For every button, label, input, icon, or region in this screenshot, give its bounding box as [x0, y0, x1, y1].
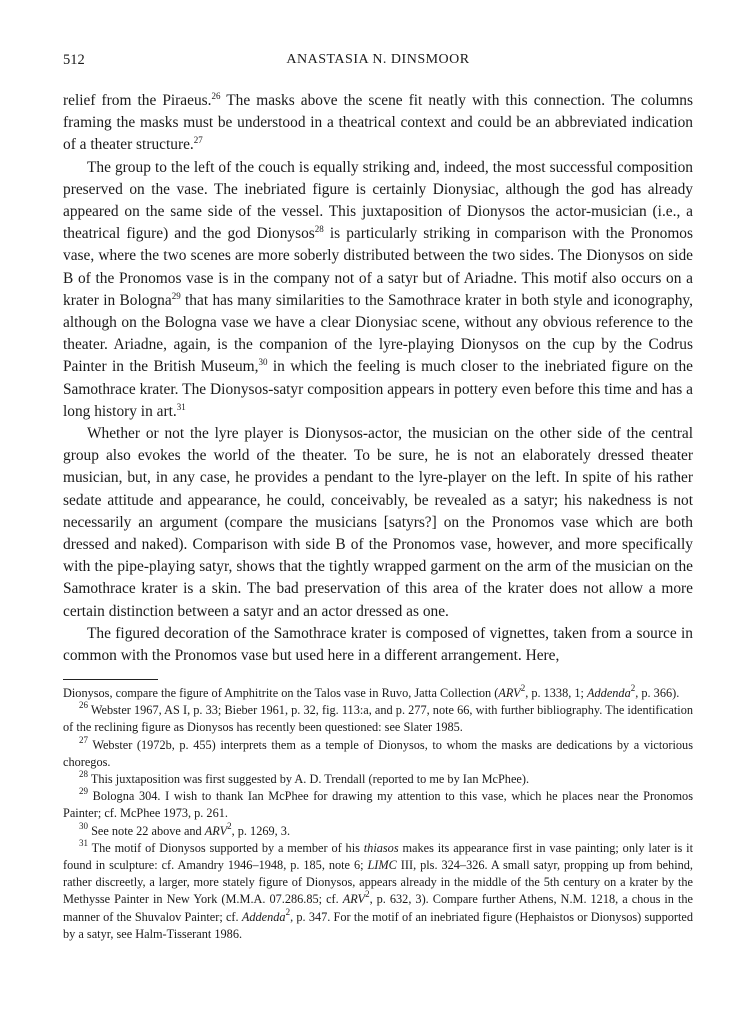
footnote-text: Webster 1967, AS I, p. 33; Bieber 1961, p. 32, fig. 113:a, and p. 277, note 66, with further bibliography. The identification of the reclining figure as Dionysos has recently been questioned: see Slater 1985. — [63, 703, 693, 735]
text-span: See note 22 above and — [88, 823, 205, 838]
text-span: The group to the left of the couch is equally striking and, indeed, the most successful composition preserved on the vase. The inebriated figure is certainly Dionysiac, although the god has already appeared on the same side of the vessel. This juxtaposition of Dionysos the actor-musician (i.e., a theatrical figure) and the god Dionysos — [63, 158, 693, 243]
footnote-text: Bologna 304. I wish to thank Ian McPhee for drawing my attention to this vase, which he places near the Pronomos Painter; cf. McPhee 1973, p. 261. — [63, 789, 693, 821]
footnote-number: 27 — [79, 734, 88, 745]
citation-abbrev: ARV — [342, 892, 366, 907]
footnote-number: 26 — [79, 700, 88, 711]
text-span: in which the feeling is much closer to the inebriated figure on the Samothrace krater. The Dionysos-satyr composition appears in pottery even before this time and has a long history in art. — [63, 358, 693, 420]
footnote-ref-29[interactable]: 29 — [171, 290, 181, 301]
footnote-text: Webster (1972b, p. 455) interprets them as a temple of Dionysos, to whom the masks are dedications by a victorious choregos. — [63, 737, 693, 769]
footnotes — [63, 685, 693, 943]
footnote-ref-27[interactable]: 27 — [193, 135, 203, 146]
text-span: , p. 1338, 1; — [525, 686, 588, 700]
citation-abbrev: ARV — [498, 686, 521, 700]
running-head: ANASTASIA N. DINSMOOR — [286, 52, 470, 67]
page-header — [63, 52, 693, 72]
citation-abbrev: LIMC — [367, 858, 397, 873]
text-span: , p. 347. For the motif of an inebriated figure (Hephaistos or Dionysos) supported by a satyr, see Halm-Tisserant 1986. — [63, 909, 693, 941]
text-span: The masks above the scene fit neatly with this connection. The columns framing the masks must be understood in a theatrical context and could be an abbreviated indication of a theater structure. — [63, 92, 693, 154]
paragraph-3: Whether or not the lyre player is Dionysos-actor, the musician on the other side of the central group also evokes the world of the theater. To be sure, he is not an elaborately dressed theater musician, but, in any case, he provides a pendant to the lyre-player on the left. In spite of his rather sedate attitude and appearance, he could, conceivably, be revealed as a satyr; his nakedness is not necessarily an argument (compare the musicians [satyrs?] on the Pronomos vase which are both dressed and naked). Comparison with side B of the Pronomos vase, however, and more specifically with the pipe-playing satyr, shows that the tightly wrapped garment on the arm of the musician on the Samothrace krater is a skin. The bad preservation of this area of the krater does not allow a more certain distinction between a satyr and an actor dressed as one. — [63, 425, 693, 620]
superscript: 2 — [630, 683, 636, 693]
paragraph-2 — [63, 157, 693, 423]
page-number: 512 — [63, 52, 85, 68]
paragraph-1 — [63, 90, 693, 157]
footnote-31 — [63, 837, 693, 943]
text-span: The motif of Dionysos supported by a member of his — [88, 840, 364, 855]
footnote-29 — [63, 788, 693, 822]
text-span: Dionysos, compare the figure of Amphitrite on the Talos vase in Ruvo, Jatta Collection ( — [63, 686, 499, 700]
superscript: 2 — [285, 906, 291, 917]
footnote-number: 30 — [79, 820, 88, 831]
text-span: that has many similarities to the Samothrace krater in both style and iconography, although on the Bologna vase we have a clear Dionysiac scene, without any obvious reference to the theater. Ariadne, again, is the companion of the lyre-playing Dionysos on the cup by the Codrus Painter in the British Museum, — [63, 291, 693, 376]
footnote-30 — [63, 820, 693, 840]
italic-term: thiasos — [363, 840, 399, 855]
text-span: , p. 366). — [635, 686, 680, 700]
footnote-28 — [63, 771, 693, 788]
footnote-ref-31[interactable]: 31 — [176, 401, 186, 412]
citation-abbrev: Addenda — [587, 686, 631, 700]
footnote-divider — [63, 679, 158, 680]
superscript: 2 — [520, 683, 526, 693]
text-span: relief from the Piraeus. — [63, 92, 212, 109]
paragraph-4: The figured decoration of the Samothrace krater is composed of vignettes, taken from a source in common with the Pronomos vase but used here in a different arrangement. Here, — [63, 624, 693, 665]
footnote-ref-30[interactable]: 30 — [258, 357, 268, 368]
text-span: makes its appearance first in vase painting; only later is it found in sculpture: cf. Amandry 1946–1948, p. 185, note 6; — [63, 840, 693, 873]
citation-abbrev: Addenda — [241, 909, 286, 924]
text-span: , p. 632, 3). Compare further Athens, N.M. 1218, a chous in the manner of the Shuvalov Painter; cf. — [63, 892, 693, 924]
superscript: 2 — [227, 820, 232, 831]
footnote-27 — [63, 734, 693, 771]
text-span: , p. 1269, 3. — [231, 823, 291, 838]
text-span: is particularly striking in comparison with the Pronomos vase, where the two scenes are more soberly distributed between the two sides. The Dionysos on side B of the Pronomos vase is in the company not of a satyr but of Ariadne. This motif also occurs on a krater in Bologna — [63, 225, 693, 309]
citation-abbrev: ARV — [204, 823, 228, 838]
superscript: 2 — [365, 889, 370, 900]
footnote-number: 28 — [79, 769, 88, 780]
footnote-text: This juxtaposition was first suggested by A. D. Trendall (reported to me by Ian McPhee). — [88, 772, 530, 787]
footnote-26 — [63, 702, 693, 736]
body-text — [63, 90, 693, 667]
footnote-ref-26[interactable]: 26 — [211, 91, 221, 101]
footnote-ref-28[interactable]: 28 — [314, 224, 324, 235]
footnote-number: 31 — [79, 837, 88, 848]
footnote-continuation — [63, 685, 693, 702]
footnote-number: 29 — [79, 786, 88, 797]
text-span: III, pls. 324–326. A small satyr, propping up from behind, rather discreetly, a larger, more stately figure of Dionysos, appears already in the middle of the 5th century on a krater by the Methysse Painter in New York (M.M.A. 07.286.85; cf. — [63, 858, 693, 907]
